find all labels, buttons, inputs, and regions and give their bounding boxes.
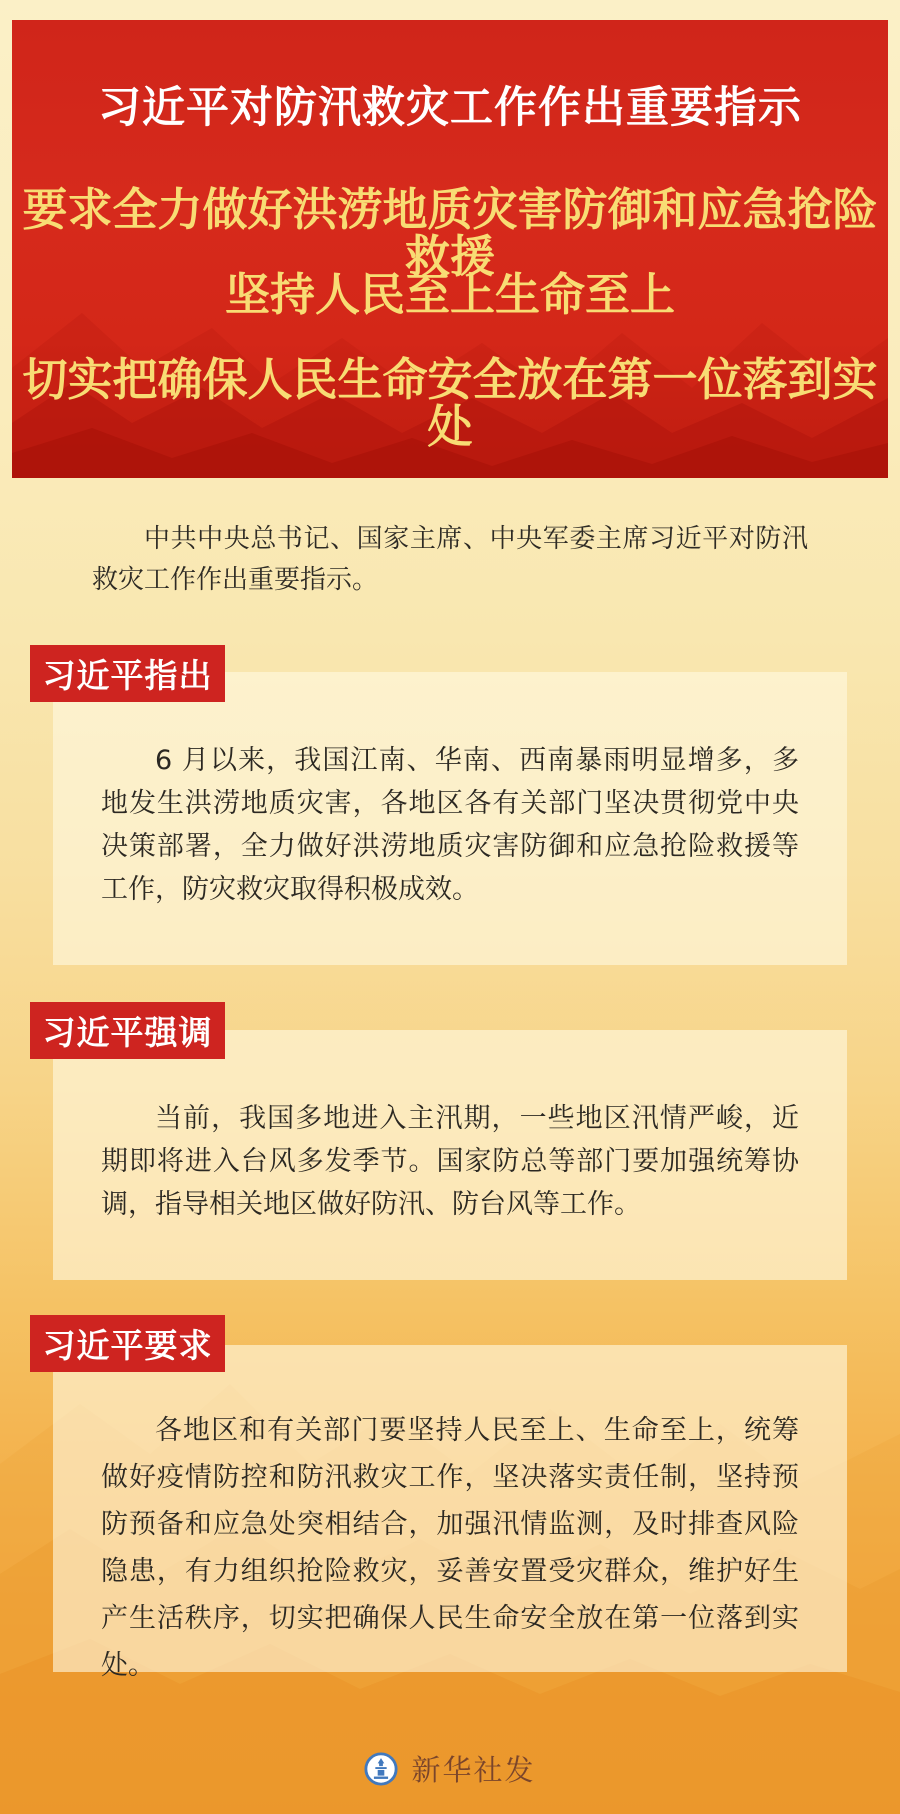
section-box-yaoqiu: [53, 1345, 847, 1681]
section-label-qiangdiao: 习近平强调: [30, 1002, 225, 1059]
main-headline: 习近平对防汛救灾工作作出重要指示: [98, 83, 802, 133]
section-box-zhichu: [53, 672, 847, 965]
section-label-zhichu: 习近平指出: [30, 645, 225, 702]
section-label-yaoqiu: 习近平要求: [30, 1315, 225, 1372]
sub-headline-1: 要求全力做好洪涝地质灾害防御和应急抢险救援: [22, 183, 878, 284]
section-text-yaoqiu: 各地区和有关部门要坚持人民至上、生命至上，统筹做好疫情防控和防汛救灾工作，坚决落实责任制，坚持预防预备和应急处突相结合，加强汛情监测，及时排查风险隐患，有力组织抢险救灾，妥善安置受灾群众，维护好生产生活秩序，切实把确保人民生命安全放在第一位落到实处。: [101, 1415, 799, 1681]
header-banner: [12, 20, 888, 478]
section-box-qiangdiao: [53, 1030, 847, 1280]
intro-paragraph: 中共中央总书记、国家主席、中央军委主席习近平对防汛救灾工作作出重要指示。: [92, 524, 808, 595]
section-text-zhichu: 6 月以来，我国江南、华南、西南暴雨明显增多，多地发生洪涝地质灾害，各地区各有关部门坚决贯彻党中央决策部署，全力做好洪涝地质灾害防御和应急抢险救援等工作，防灾救灾取得积极成效。: [101, 745, 799, 905]
sub-headline-2: 坚持人民至上生命至上: [224, 268, 675, 321]
credit-text: 新华社发: [411, 1753, 536, 1787]
xinhua-agency-logo-icon: [364, 1752, 398, 1786]
section-text-qiangdiao: 当前，我国多地进入主汛期，一些地区汛情严峻，近期即将进入台风多发季节。国家防总等部门要加强统筹协调，指导相关地区做好防汛、防台风等工作。: [101, 1103, 799, 1220]
sub-headline-3: 切实把确保人民生命安全放在第一位落到实处: [22, 353, 878, 454]
footer-credit-row: [0, 1748, 900, 1789]
